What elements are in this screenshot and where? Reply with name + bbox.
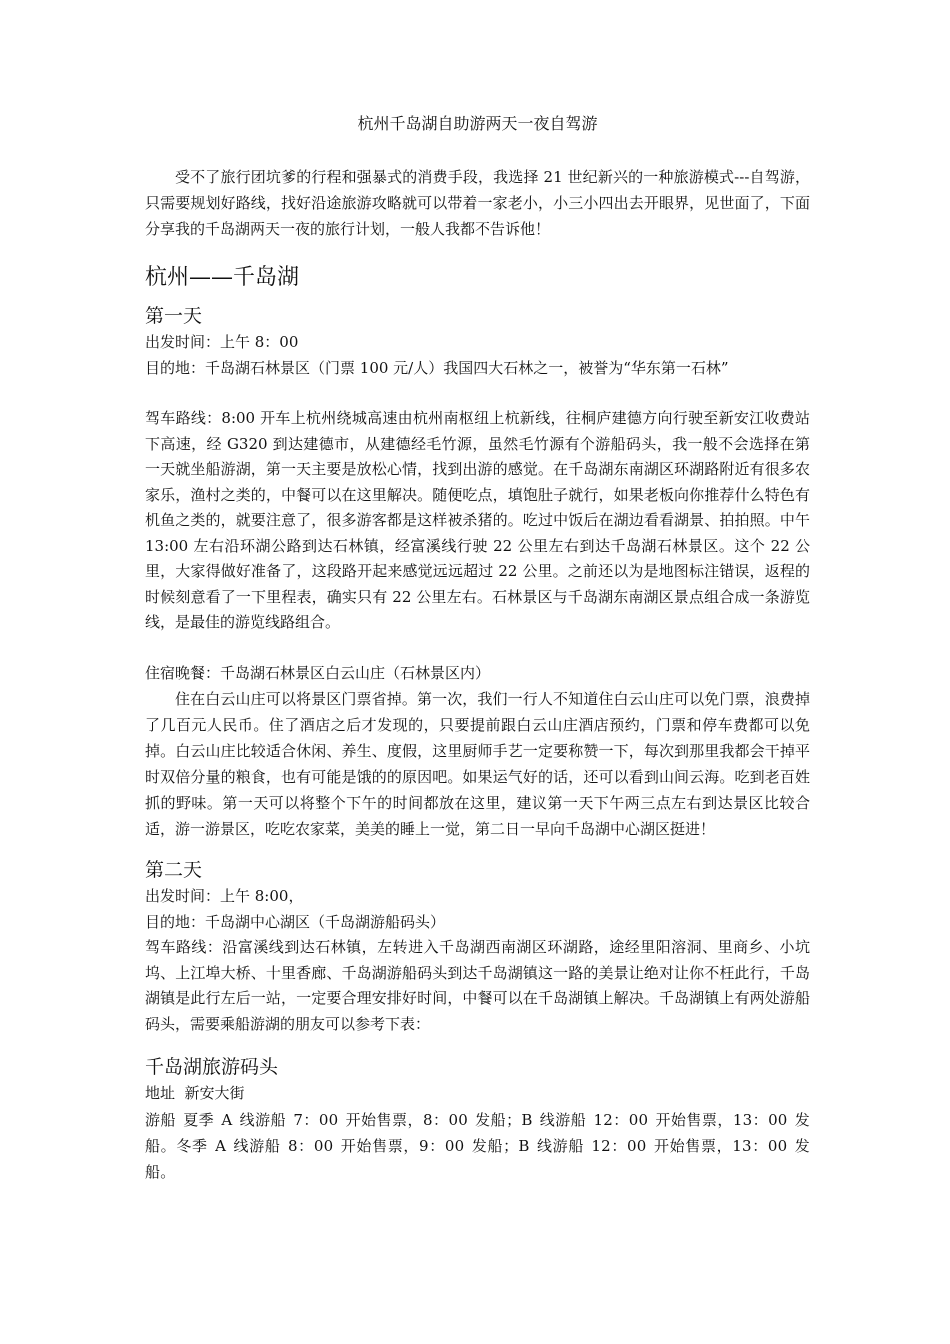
pier-heading: 千岛湖旅游码头 [145, 1056, 279, 1078]
day2-drive-route: 驾车路线：沿富溪线到达石林镇，左转进入千岛湖西南湖区环湖路，途经里阳溶洞、里商乡、小坑坞、上江埠大桥、十里香廊、千岛湖游船码头到达千岛湖镇这一路的美景让绝对让你不枉此行，千岛湖镇是此行左后一站，一定要合理安排好时间，中餐可以在千岛湖镇上解决。千岛湖镇上有两处游船码头，需要乘船游湖的朋友可以参考下表： [145, 938, 810, 1033]
day1-lodging-text: 住在白云山庄可以将景区门票省掉。第一次，我们一行人不知道住白云山庄可以免门票，浪费掉了几百元人民币。住了酒店之后才发现的，只要提前跟白云山庄酒店预约，门票和停车费都可以免掉。白云山庄比较适合休闲、养生、度假，这里厨师手艺一定要称赞一下，每次到那里我都会干掉平时双倍分量的粮食，也有可能是饿的的原因吧。如果运气好的话，还可以看到山间云海。吃到老百姓抓的野味。第一天可以将整个下午的时间都放在这里，建议第一天下午两三点左右到达景区比较合适，游一游景区，吃吃农家菜，美美的睡上一觉，第二日一早向千岛湖中心湖区挺进！ [145, 690, 810, 838]
route-heading: 杭州——千岛湖 [145, 265, 300, 290]
document-page [145, 112, 810, 1185]
pier-address: 地址 新安大街 [145, 1084, 245, 1102]
document-title: 杭州千岛湖自助游两天一夜自驾游 [357, 114, 598, 133]
intro-paragraph: 受不了旅行团坑爹的行程和强暴式的消费手段，我选择 21 世纪新兴的一种旅游模式---自驾游，只需要规划好路线，找好沿途旅游攻略就可以带着一家老小，小三小四出去开眼界，见世面了，下面分享我的千岛湖两天一夜的旅行计划，一般人我都不告诉他！ [145, 168, 810, 238]
day2-heading: 第二天 [145, 859, 203, 881]
day2-destination: 目的地：千岛湖中心湖区（千岛湖游船码头） [145, 912, 446, 931]
day1-drive-route: 驾车路线：8:00 开车上杭州绕城高速由杭州南枢纽上杭新线，往桐庐建德方向行驶至新安江收费站下高速，经 G320 到达建德市，从建德经毛竹源，虽然毛竹源有个游船码头，我一般不会选择在第一天就坐船游湖，第一天主要是放松心情，找到出游的感觉。在千岛湖东南湖区环湖路附近有很多农家乐，渔村之类的，中餐可以在这里解决。随便吃点，填饱肚子就行，如果老板向你推荐什么特色有机鱼之类的，就要注意了，很多游客都是这样被杀猪的。吃过中饭后在湖边看看湖景、拍拍照。中午 13:00 左右沿环湖公路到达石林镇，经富溪线行驶 22 公里左右到达千岛湖石林景区。这个 22 公里，大家得做好准备了，这段路开起来感觉远远超过 22 公里。之前还以为是地图标注错误，返程的时候刻意看了一下里程表，确实只有 22 公里左右。石林景区与千岛湖东南湖区景点组合成一条游览线，是最佳的游览线路组合。 [145, 409, 810, 631]
pier-boat-schedule: 游船 夏季 A 线游船 7：00 开始售票，8：00 发船；B 线游船 12：00 开始售票，13：00 发船。冬季 A 线游船 8：00 开始售票，9：00 发船；B 线游船 12：00 开始售票，13：00 发船。 [145, 1110, 810, 1181]
day2-depart-time: 出发时间：上午 8:00， [145, 887, 304, 905]
day1-destination: 目的地：千岛湖石林景区（门票 100 元/人）我国四大石林之一，被誉为“华东第一石林” [145, 358, 729, 377]
day1-lodging-label: 住宿晚餐：千岛湖石林景区白云山庄（石林景区内） [145, 663, 491, 682]
day1-heading: 第一天 [145, 305, 203, 327]
day1-depart-time: 出发时间：上午 8：00 [145, 333, 299, 351]
